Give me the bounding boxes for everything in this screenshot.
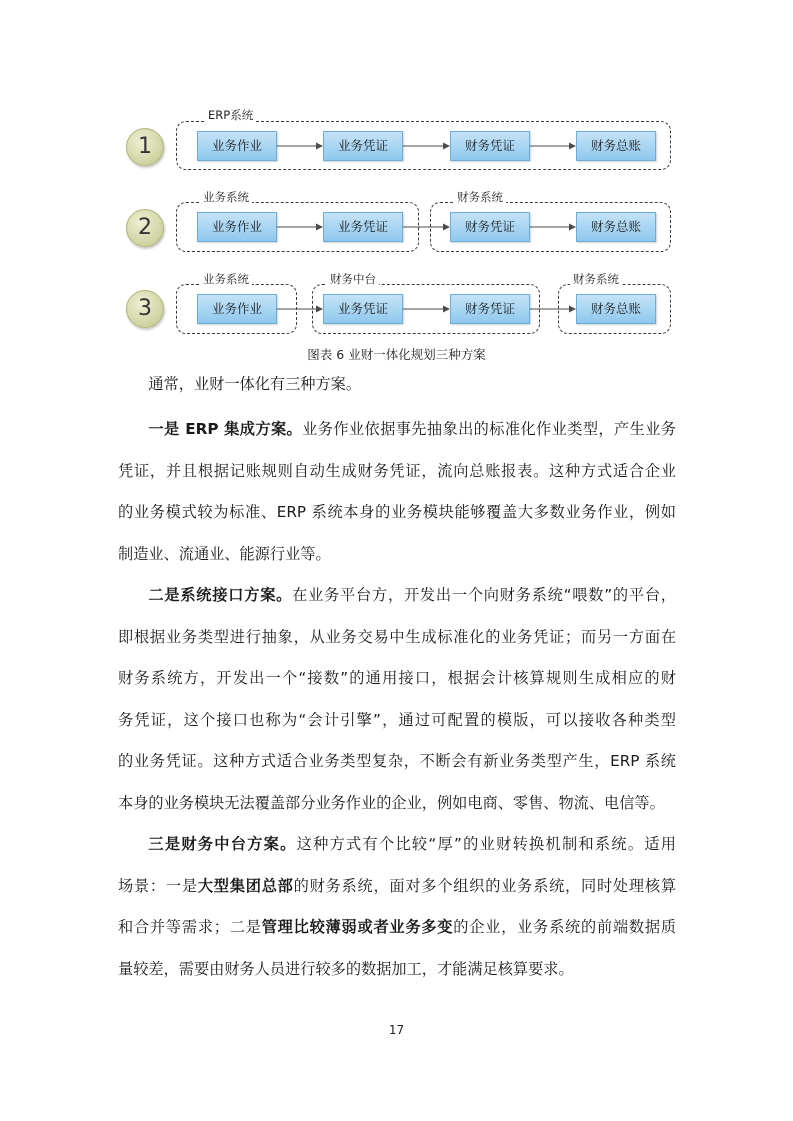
paragraph-line (118, 364, 676, 406)
paragraph-line (118, 658, 676, 700)
text-run: 和合并等需求；二是 (118, 918, 262, 936)
figure-caption: 图表 6 业财一体化规划三种方案 (307, 347, 486, 362)
arrowhead (443, 224, 450, 231)
process-box: 财务凭证 (450, 212, 530, 242)
paragraph-line (118, 866, 676, 908)
bold-text: 管理比较薄弱或者业务多变 (261, 918, 454, 936)
process-box: 财务凭证 (450, 294, 530, 324)
bold-text: 三是财务中台方案。 (148, 835, 297, 853)
process-box: 业务凭证 (323, 212, 403, 242)
arrowhead (569, 224, 576, 231)
text-run: 财务系统方，开发出一个“接数”的通用接口，根据会计核算规则生成相应的财 (118, 669, 676, 687)
process-box: 财务总账 (576, 212, 656, 242)
body-text (118, 364, 676, 990)
text-run: 即根据业务类型进行抽象，从业务交易中生成标准化的业务凭证；而另一方面在 (118, 627, 676, 646)
bold-text: 大型集团总部 (197, 876, 294, 895)
bold-text: 二是系统接口方案。 (148, 586, 293, 604)
paragraph-line (118, 492, 676, 534)
text-run: 的业务模式较为标准、ERP 系统本身的业务模块能够覆盖大多数业务作业，例如 (118, 503, 676, 521)
page-number: 17 (388, 1023, 405, 1037)
process-box: 业务凭证 (323, 294, 403, 324)
arrowhead (316, 306, 323, 313)
paragraph (118, 575, 676, 824)
group-label: 财务中台 (327, 272, 379, 286)
text-run: 量较差，需要由财务人员进行较多的数据加工，才能满足核算要求。 (118, 959, 574, 978)
process-box: 业务凭证 (323, 131, 403, 161)
group-label: 业务系统 (200, 190, 252, 204)
paragraph-line (118, 741, 676, 783)
paragraph-line (118, 617, 676, 659)
bold-text: 一是 ERP 集成方案。 (148, 420, 303, 438)
step-number-badge: 1 (126, 128, 164, 166)
arrowhead (443, 306, 450, 313)
text-run: 制造业、流通业、能源行业等。 (118, 544, 331, 563)
arrow-connector (277, 224, 323, 231)
paragraph-line (118, 575, 676, 617)
paragraph-line (118, 451, 676, 493)
text-run: 这种方式有个比较“厚”的业财转换机制和系统。适用 (296, 835, 676, 853)
step-number-badge: 2 (126, 209, 164, 247)
paragraph-line (118, 949, 676, 991)
text-run: 在业务平台方，开发出一个向财务系统“喂数”的平台， (292, 586, 676, 604)
arrow-connector (530, 224, 576, 231)
text-run: 的财务系统，面对多个组织的业务系统，同时处理核算 (293, 876, 677, 895)
arrowhead (316, 224, 323, 231)
group-label: ERP系统 (205, 108, 256, 122)
arrowhead (443, 143, 450, 150)
group-label: 财务系统 (570, 272, 622, 286)
group-label: 业务系统 (200, 272, 252, 286)
process-box: 业务作业 (197, 294, 277, 324)
arrow-connector (277, 306, 323, 313)
paragraph (118, 409, 676, 575)
text-run: 场景：一是 (118, 876, 198, 895)
text-run: 本身的业务模块无法覆盖部分业务作业的企业，例如电商、零售、物流、电信等。 (118, 793, 665, 812)
text-run: 业务作业依据事先抽象出的标准化作业类型，产生业务 (302, 420, 676, 438)
paragraph (118, 364, 676, 406)
arrow-connector (530, 143, 576, 150)
text-run: 的业务凭证。这种方式适合业务类型复杂，不断会有新业务类型产生，ERP 系统 (118, 752, 676, 770)
process-box: 财务总账 (576, 131, 656, 161)
paragraph-line (118, 907, 676, 949)
paragraph-line (118, 534, 676, 576)
paragraph (118, 824, 676, 990)
paragraph-line (118, 700, 676, 742)
text-run: 通常，业财一体化有三种方案。 (148, 375, 362, 393)
text-run: 的企业，业务系统的前端数据质 (453, 918, 677, 936)
arrowhead (316, 143, 323, 150)
arrowhead (569, 306, 576, 313)
arrow-connector (530, 306, 576, 313)
paragraph-line (118, 824, 676, 866)
process-box: 业务作业 (197, 131, 277, 161)
process-box: 财务总账 (576, 294, 656, 324)
arrow-connector (277, 143, 323, 150)
text-run: 凭证，并且根据记账规则自动生成财务凭证，流向总账报表。这种方式适合企业 (118, 461, 676, 480)
paragraph-line (118, 783, 676, 825)
arrowhead (569, 143, 576, 150)
paragraph-line (118, 409, 676, 451)
step-number-badge: 3 (126, 290, 164, 328)
arrow-connector (403, 143, 450, 150)
process-box: 业务作业 (197, 212, 277, 242)
text-run: 务凭证，这个接口也称为“会计引擎”，通过可配置的模版，可以接收各种类型 (118, 710, 676, 729)
process-box: 财务凭证 (450, 131, 530, 161)
arrow-connector (403, 224, 450, 231)
arrow-connector (403, 306, 450, 313)
group-label: 财务系统 (454, 190, 506, 204)
